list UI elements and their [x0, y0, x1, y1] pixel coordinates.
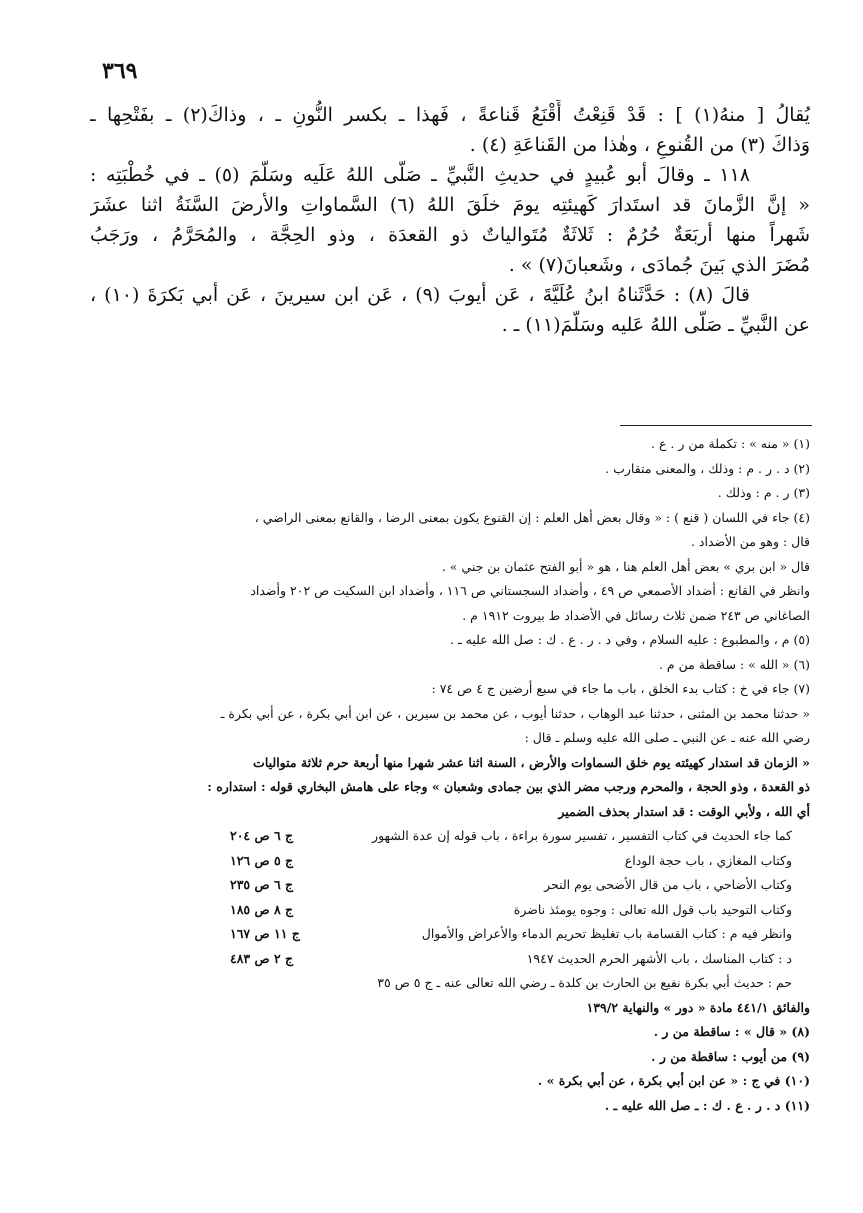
main-text	[90, 100, 810, 340]
footnote: « حدثنا محمد بن المثنى ، حدثنا عبد الوهاب ، حدثنا أيوب ، عن محمد بن سيرين ، عن ابن أبي بكرة ، عن أبي بكرة ـ	[220, 705, 810, 721]
reference-row	[110, 849, 810, 874]
footnote: (١٠) في ج : « عن ابن أبي بكرة ، عن أبي بكرة » .	[537, 1073, 810, 1088]
reference-volume: ج ٢ ص ٤٨٣	[230, 950, 294, 966]
footnote: حم : حديث أبي بكرة نفيع بن الحارث بن كلدة ـ رضي الله تعالى عنه ـ ج ٥ ص ٣٥	[377, 975, 792, 990]
reference-row	[110, 898, 810, 923]
reference-row	[110, 824, 810, 849]
footnotes	[110, 432, 810, 1118]
main-text-line: ١١٨ ـ وقالَ أبو عُبيدٍ في حديثِ النَّبيِّ ـ صَلَّى اللهُ عَلَيه وسَلَّمَ (٥) ـ في خُطْبَتِه :	[90, 164, 750, 186]
footnote: (١) « منه » : تكملة من ر . ع .	[651, 436, 810, 451]
footnote: قال : وهو من الأضداد .	[690, 534, 810, 549]
footnote: ذو القعدة ، وذو الحجة ، والمحرم ورجب مضر الذي بين جمادى وشعبان » وجاء على هامش البخاري قوله : استداره :	[207, 779, 810, 794]
footnote: وانظر في القانع : أضداد الأصمعي ص ٤٩ ، وأضداد السجستاني ص ١١٦ ، وأضداد ابن السكيت ص ٢٠٢ وأضداد	[250, 583, 810, 598]
footnote: (٦) « الله » : ساقطة من م .	[658, 656, 810, 672]
footnote: والفائق ٤٤١/١ مادة « دور » والنهاية ١٣٩/٢	[586, 999, 810, 1015]
reference-row	[110, 922, 810, 947]
reference-text: وكتاب الأضاحي ، باب من قال الأضحى يوم النحر	[544, 877, 792, 892]
reference-text: وكتاب التوحيد باب قول الله تعالى : وجوه يومئذ ناضرة	[513, 901, 792, 917]
reference-volume: ج ١١ ص ١٦٧	[230, 926, 300, 941]
footnote: (٢) د . ر . م : وذلك ، والمعنى متقارب .	[605, 460, 810, 476]
reference-row	[110, 873, 810, 898]
reference-text: وانظر فيه م : كتاب القسامة باب تغليظ تحريم الدماء والأعراض والأموال	[421, 926, 792, 941]
reference-row	[110, 947, 810, 972]
footnote: (٣) ر . م : وذلك .	[717, 485, 810, 500]
footnote-divider	[620, 425, 812, 426]
reference-text: د : كتاب المناسك ، باب الأشهر الحرم الحديث ١٩٤٧	[526, 950, 792, 966]
main-text-line: شَهراً منها أربَعَةٌ حُرُمٌ : ثَلاثَةٌ مُتَوالياتٌ ذو القعدَة ، وذو الحِجَّة ، والمُحَرَّمُ ، ورَجَبُ	[90, 224, 810, 246]
main-text-line: عن النَّبيِّ ـ صَلَّى اللهُ عَليه وسَلَّمَ(١١) ـ .	[501, 314, 810, 336]
reference-text: وكتاب المغازي ، باب حجة الوداع	[624, 852, 792, 868]
reference-volume: ج ٥ ص ١٢٦	[230, 852, 294, 868]
reference-volume: ج ٦ ص ٢٠٤	[230, 828, 294, 843]
footnote: أي الله ، ولأبي الوقت : قد استدار بحذف الضمير	[558, 803, 810, 819]
footnote: (٩) من أيوب : ساقطة من ر .	[651, 1048, 810, 1064]
footnote: (٨) « قال » : ساقطة من ر .	[653, 1024, 810, 1039]
footnote: الصاغاني ص ٢٤٣ ضمن ثلاث رسائل في الأضداد ط بيروت ١٩١٢ م .	[462, 607, 810, 623]
footnote: رضي الله عنه ـ عن النبي ـ صلى الله عليه وسلم ـ قال :	[524, 730, 810, 745]
reference-volume: ج ٨ ص ١٨٥	[230, 901, 294, 917]
footnote: قال « ابن بري » بعض أهل العلم هنا ، هو « أبو الفتح عثمان بن جني » .	[441, 558, 810, 574]
footnote: « الزمان قد استدار كهيئته يوم خلق السماوات والأرض ، السنة اثنا عشر شهرا منها أربعة حرم ثلاثة متواليات	[253, 754, 810, 770]
footnote: (٤) جاء في اللسان ( قنع ) : « وقال بعض أهل العلم : إن القنوع يكون بمعنى الرضا ، والقانع بمعنى الراضي ،	[254, 509, 810, 525]
footnote: (١١) د . ر . ع . ك : ـ صل الله عليه ـ .	[604, 1097, 810, 1113]
main-text-line: « إنَّ الزَّمانَ قد استَدارَ كَهيئتِه يومَ خلَقَ اللهُ (٦) السَّماواتِ والأرضَ السَّنَةُ اثنا عشَرَ	[90, 194, 810, 216]
page-number: ٣٦٩	[102, 58, 138, 84]
main-text-line: قالَ (٨) : حَدَّثَناهُ ابنُ عُلَيَّةَ ، عَن أيوبَ (٩) ، عَن ابن سيرينَ ، عَن أبي بَكرَةَ (١٠) ،	[90, 284, 750, 306]
main-text-line: وَذاكَ (٣) من القُنوعِ ، وهٰذا من القَناعَةِ (٤) .	[469, 134, 810, 156]
footnote: (٧) جاء في خ : كتاب بدء الخلق ، باب ما جاء في سبع أرضين ج ٤ ص ٧٤ :	[431, 681, 810, 696]
reference-volume: ج ٦ ص ٢٣٥	[230, 877, 294, 892]
footnote: (٥) م ، والمطبوع : عليه السلام ، وفي د . ر . ع . ك : صل الله عليه ـ .	[450, 632, 810, 647]
main-text-line: مُضَرَ الذي بَينَ جُمادَى ، وشَعبانَ(٧) » .	[508, 254, 810, 276]
reference-text: كما جاء الحديث في كتاب التفسير ، تفسير سورة براءة ، باب قوله إن عدة الشهور	[372, 828, 792, 843]
main-text-line: يُقالُ [ منهُ(١) ] : قَدْ قَنِعْتُ أَقْنَعُ قَناعةً ، فَهذا ـ بكسر النُّونِ ـ ، وذاكَ(٢) ـ بفَتْحِها ـ	[90, 104, 810, 126]
